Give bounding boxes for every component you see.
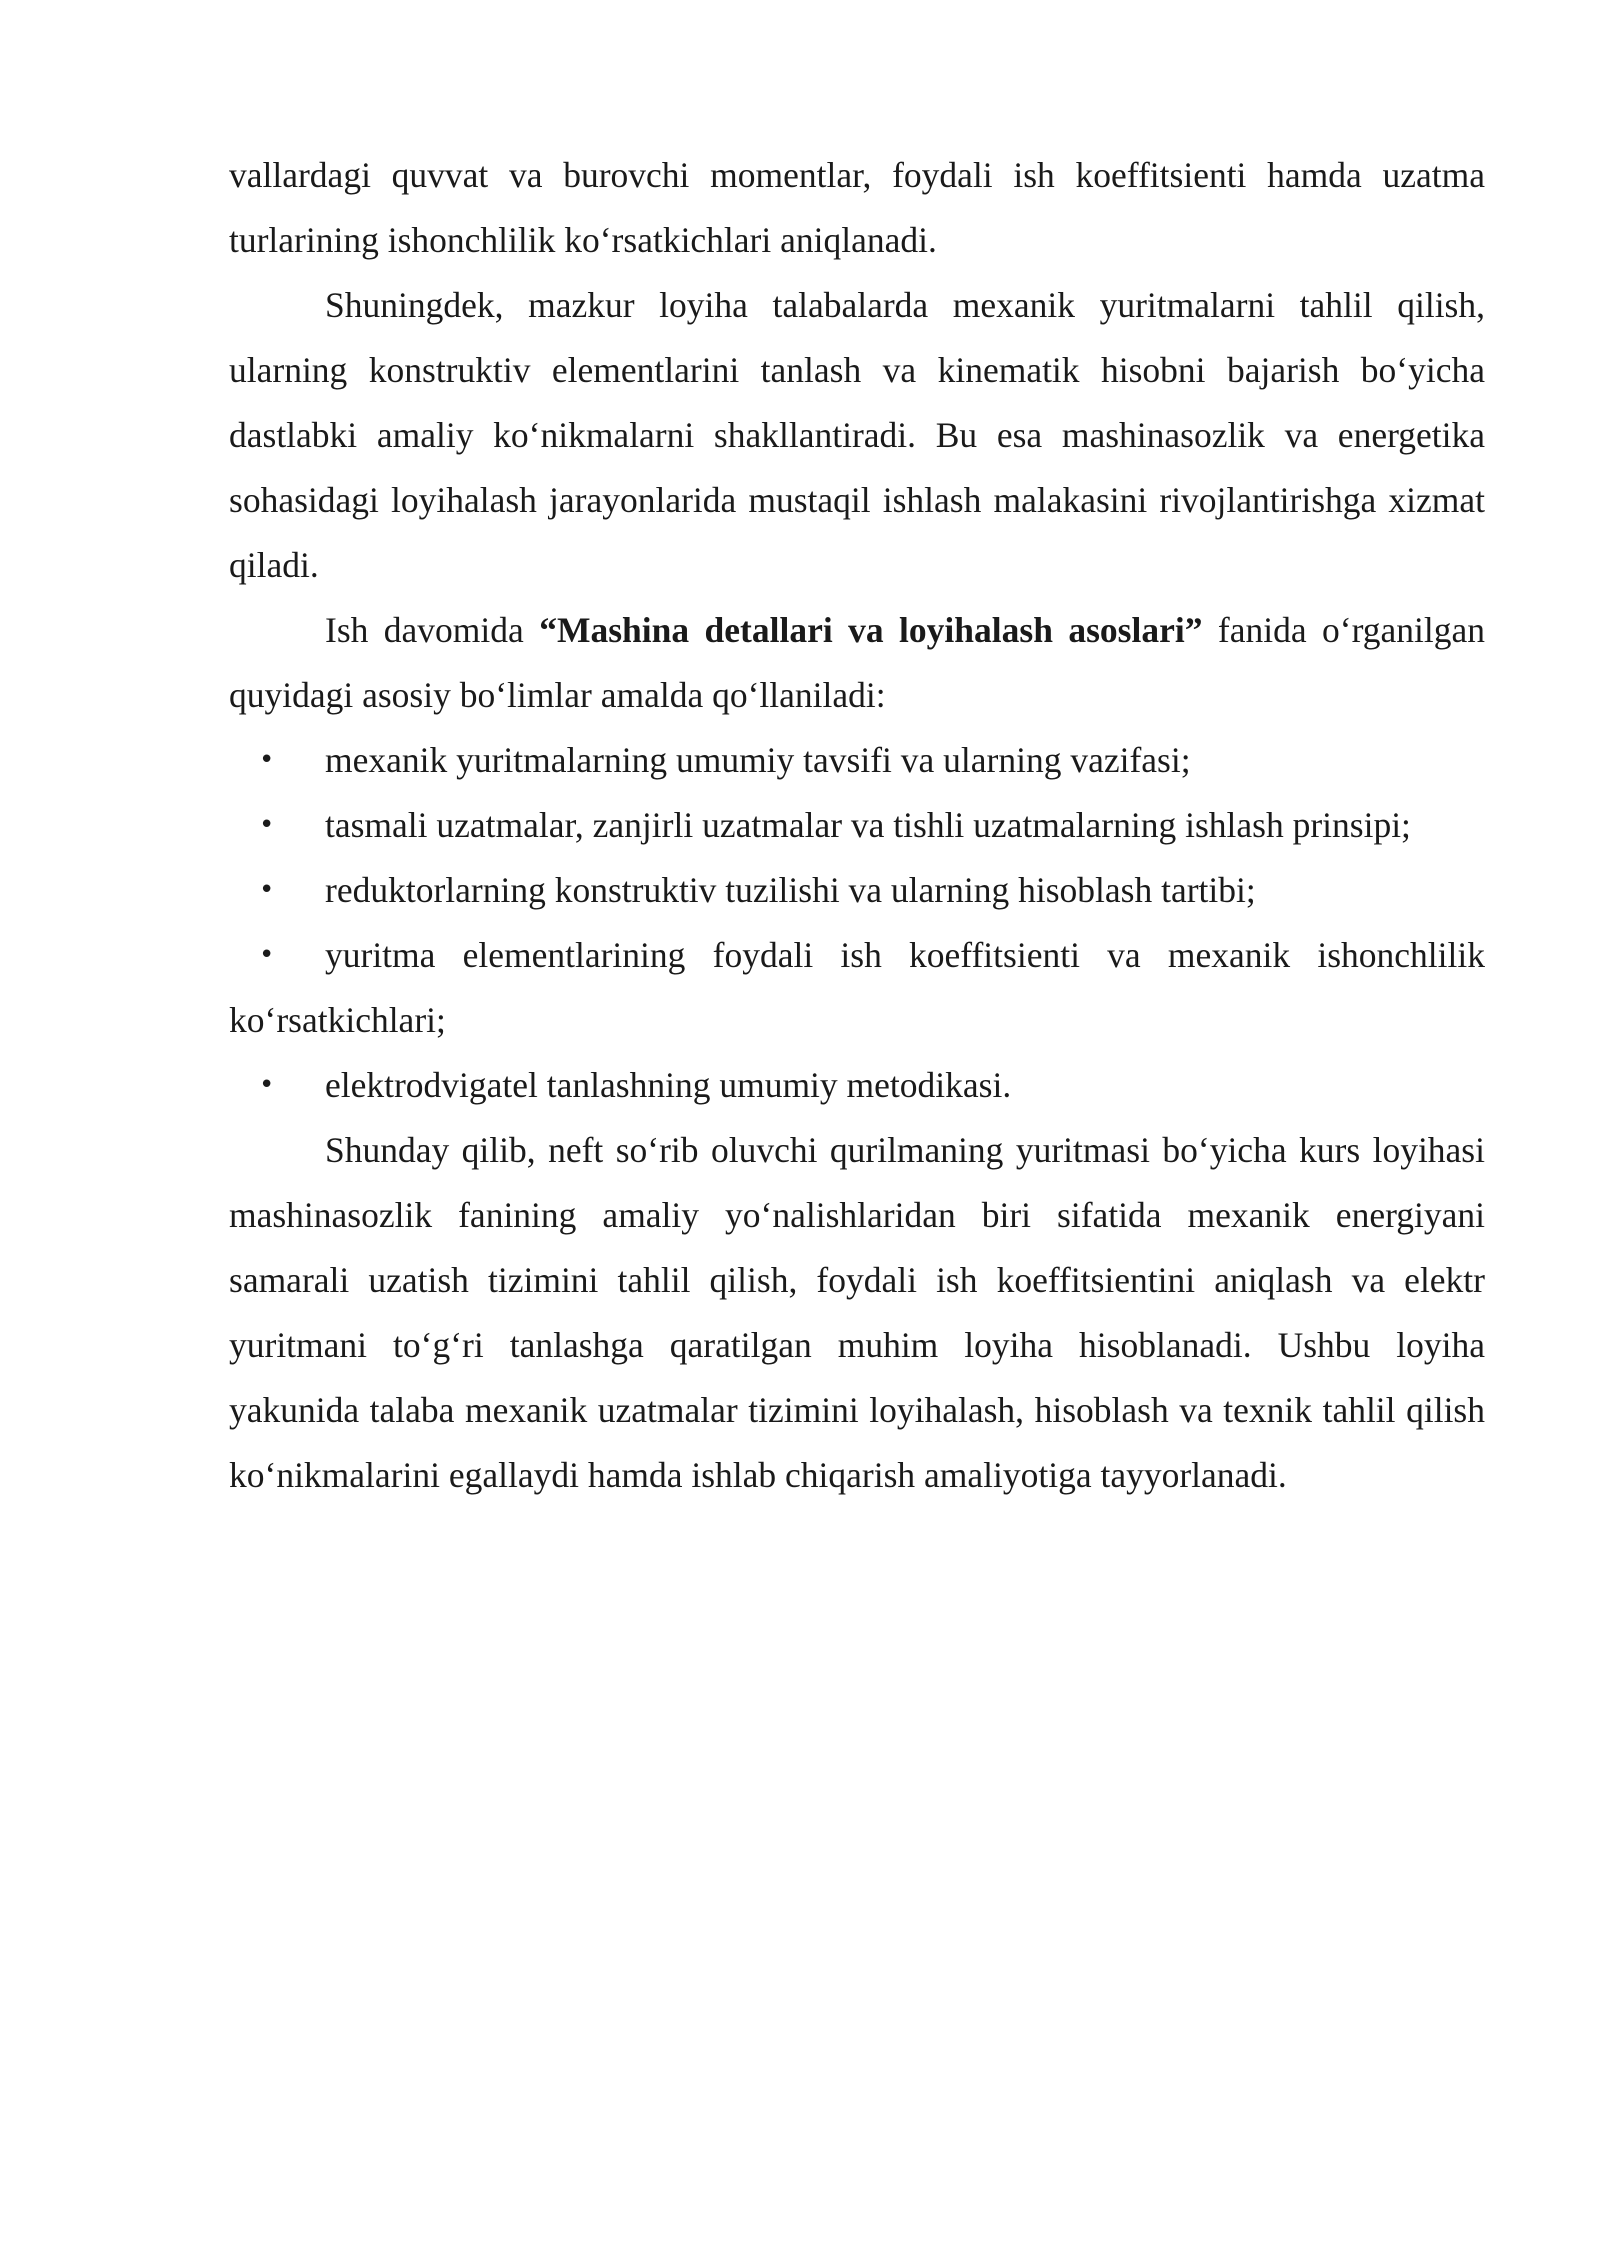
list-item — [229, 1053, 1485, 1118]
list-item-text: tasmali uzatmalar, zanjirli uzatmalar va tishli uzatmalarning ishlash prinsipi; — [325, 805, 1411, 845]
paragraph-subject-sections — [229, 598, 1485, 728]
list-item-text: elektrodvigatel tanlashning umumiy metodikasi. — [325, 1065, 1012, 1105]
sections-bullet-list — [229, 728, 1485, 1118]
list-item — [229, 728, 1485, 793]
paragraph-intro-continuation: vallardagi quvvat va burovchi momentlar, foydali ish koeffitsienti hamda uzatma turlarining ishonchlilik ko‘rsatkichlari aniqlanadi. — [229, 155, 1485, 260]
list-item-text: reduktorlarning konstruktiv tuzilishi va ularning hisoblash tartibi; — [325, 870, 1256, 910]
paragraph-subject-suffix: fanida o‘rganilgan quyidagi asosiy bo‘limlar amalda qo‘llaniladi: — [229, 610, 1485, 715]
bullet-icon: • — [259, 745, 275, 775]
bullet-icon: • — [259, 1070, 275, 1100]
bullet-icon: • — [259, 940, 275, 970]
paragraph-subject-prefix: Ish davomida — [325, 610, 540, 650]
document-page — [229, 143, 1485, 1508]
list-item — [229, 923, 1485, 1053]
list-item — [229, 793, 1485, 858]
list-item — [229, 858, 1485, 923]
bullet-icon: • — [259, 875, 275, 905]
list-item-text: yuritma elementlarining foydali ish koeffitsienti va mexanik ishonchlilik ko‘rsatkichlari; — [229, 935, 1485, 1040]
paragraph-conclusion: Shunday qilib, neft so‘rib oluvchi qurilmaning yuritmasi bo‘yicha kurs loyihasi mashinasozlik fanining amaliy yo‘nalishlaridan biri sifatida mexanik energiyani samarali uzatish tizimini tahlil qilish, foydali ish koeffitsientini aniqlash va elektr yuritmani to‘g‘ri tanlashga qaratilgan muhim loyiha hisoblanadi. Ushbu loyiha yakunida talaba mexanik uzatmalar tizimini loyihalash, hisoblash va texnik tahlil qilish ko‘nikmalarini egallaydi hamda ishlab chiqarish amaliyotiga tayyorlanadi. — [229, 1130, 1485, 1495]
subject-title-bold: “Mashina detallari va loyihalash asoslari” — [539, 610, 1203, 650]
bullet-icon: • — [259, 810, 275, 840]
paragraph-project-skills: Shuningdek, mazkur loyiha talabalarda mexanik yuritmalarni tahlil qilish, ularning konstruktiv elementlarini tanlash va kinematik hisobni bajarish bo‘yicha dastlabki amaliy ko‘nikmalarni shakllantiradi. Bu esa mashinasozlik va energetika sohasidagi loyihalash jarayonlarida mustaqil ishlash malakasini rivojlantirishga xizmat qiladi. — [229, 285, 1485, 585]
list-item-text: mexanik yuritmalarning umumiy tavsifi va ularning vazifasi; — [325, 740, 1191, 780]
